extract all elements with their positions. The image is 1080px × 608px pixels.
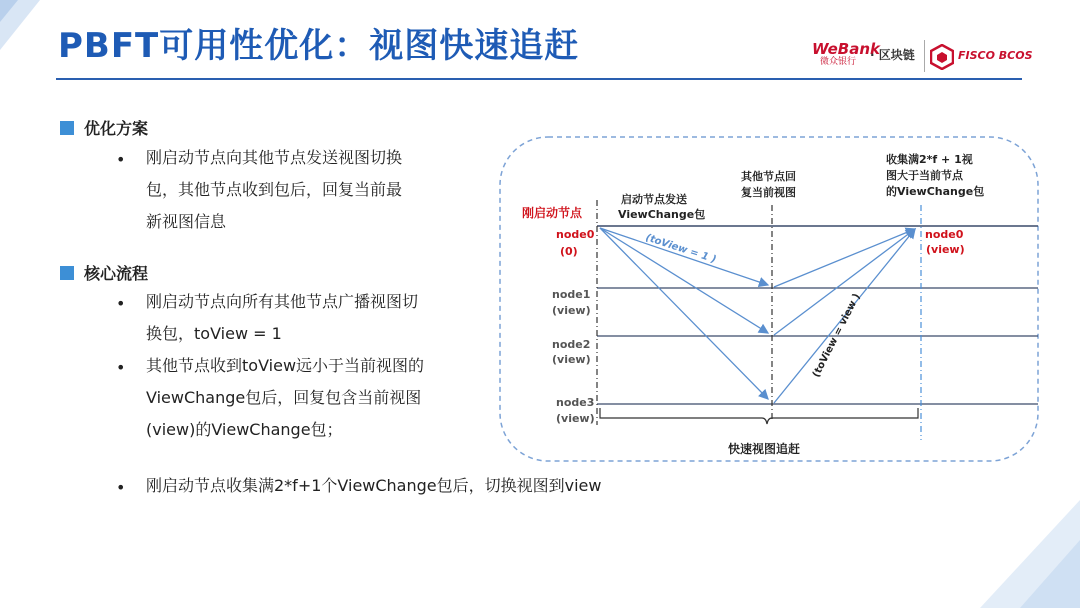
node3-name: node3 <box>556 396 595 409</box>
section-heading-optimization: 优化方案 <box>60 116 148 139</box>
fast-catchup-label: 快速视图追赶 <box>728 442 801 456</box>
bullet-dot: • <box>116 478 126 497</box>
node1-name: node1 <box>552 288 591 301</box>
bullet-text: 刚启动节点向所有其他节点广播视图切 换包，toView = 1 <box>146 292 419 343</box>
node0-name: node0 <box>556 228 595 241</box>
bullet-text: 刚启动节点收集满2*f+1个ViewChange包后，切换视图到view <box>146 476 602 495</box>
bullet-text: 其他节点收到toView远小于当前视图的 ViewChange包后，回复包含当前视图 (view)的ViewChange包； <box>146 356 425 439</box>
blockchain-label: · 区块链 <box>870 48 915 62</box>
node0-after-state: (view) <box>926 243 965 256</box>
phase3-label-line2: 图大于当前节点 <box>886 169 963 182</box>
node2-name: node2 <box>552 338 591 351</box>
node0-state: (0) <box>560 245 578 258</box>
phase1-label-line1: 启动节点发送 <box>621 193 687 206</box>
arrow-broadcast-node1 <box>600 228 768 285</box>
label-just-started: 刚启动节点 <box>522 206 583 220</box>
to-view-label: (toView = 1 ) <box>644 232 718 266</box>
section-heading-core: 核心流程 <box>60 261 148 284</box>
page-title: PBFT可用性优化：视图快速追赶 <box>58 26 580 66</box>
webank-logo-text: WeBank <box>812 40 880 58</box>
webank-logo-cn: 微众银行 <box>820 57 857 67</box>
phase1-label-line2: ViewChange包 <box>618 208 706 221</box>
phase2-label-line1: 其他节点回 <box>741 170 796 183</box>
to-view-reply-label: (toView = view ) <box>810 291 863 380</box>
node1-state: (view) <box>552 304 591 317</box>
phase3-label-line1: 收集满2*f + 1视 <box>886 153 973 166</box>
bullet-text: 刚启动节点向其他节点发送视图切换 包，其他节点收到包后，回复当前最 新视图信息 <box>146 148 403 231</box>
node0-after-name: node0 <box>925 228 964 241</box>
bullet-dot: • <box>116 150 126 169</box>
arrow-reply-node1 <box>774 229 915 287</box>
node3-state: (view) <box>556 412 595 425</box>
catchup-brace <box>600 408 918 424</box>
fisco-bcos-logo: FISCO BCOS <box>958 49 1033 62</box>
bullet-dot: • <box>116 358 126 377</box>
node2-state: (view) <box>552 353 591 366</box>
phase3-label-line3: 的ViewChange包 <box>886 185 985 198</box>
bullet-dot: • <box>116 294 126 313</box>
phase2-label-line2: 复当前视图 <box>741 186 796 199</box>
